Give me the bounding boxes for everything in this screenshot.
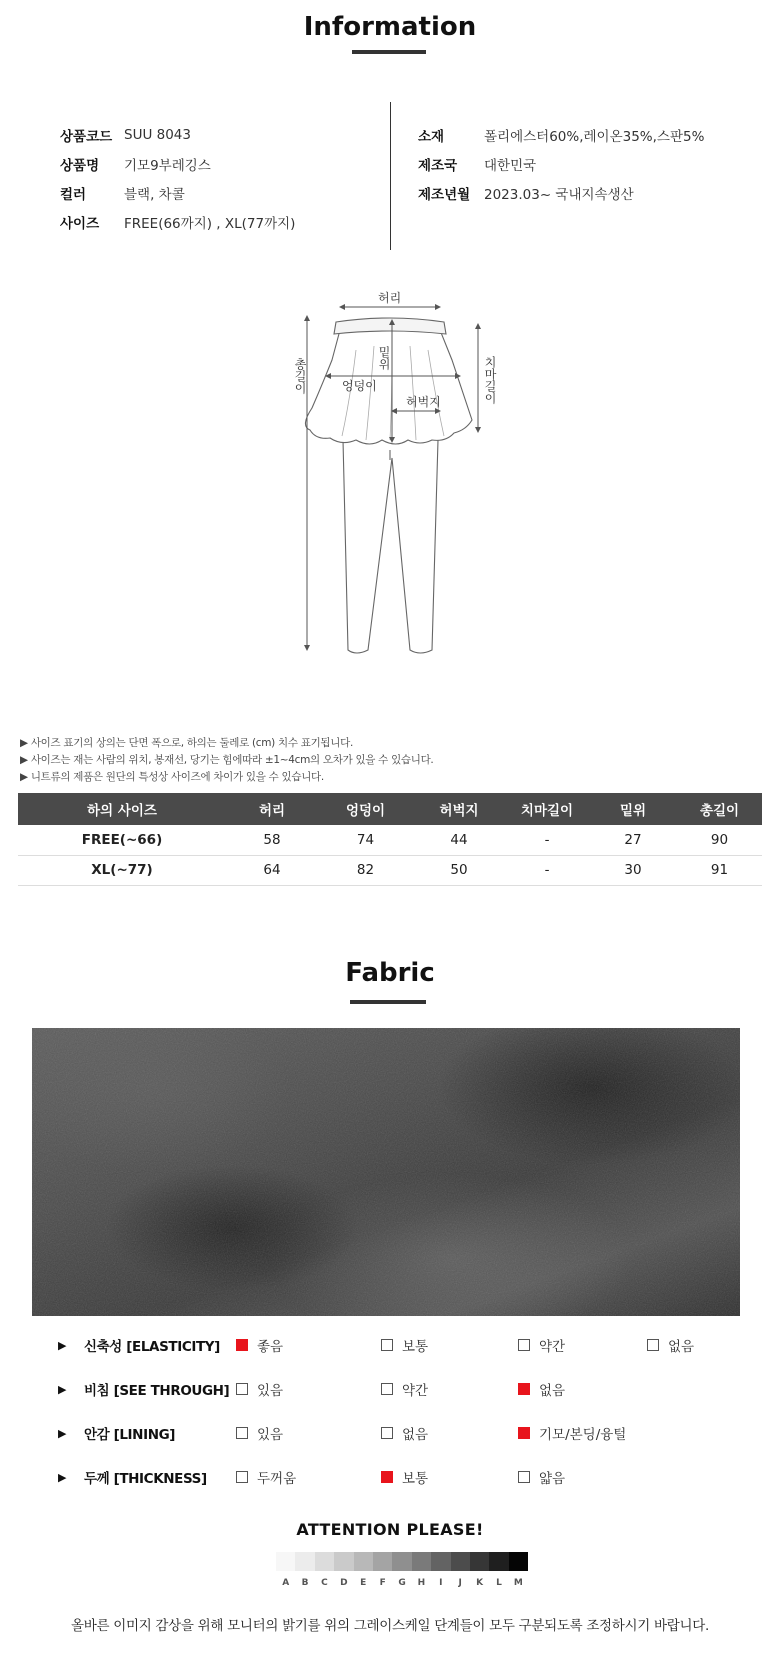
option-thickness-normal [381, 1467, 428, 1487]
table-row [18, 855, 762, 885]
info-value: 폴리에스터60%,레이온35%,스판5% [484, 128, 705, 145]
property-label: 비침 [SEE THROUGH] [84, 1383, 230, 1399]
label-rise: 밑위 [377, 346, 391, 370]
grayscale-letter: B [301, 1578, 309, 1588]
grayscale-swatch [373, 1552, 392, 1571]
info-key: 제조국 [418, 157, 458, 174]
info-key: 상품코드 [60, 128, 113, 145]
attention-title: ATTENTION PLEASE! [296, 1520, 484, 1539]
grayscale-swatch [354, 1552, 373, 1571]
option-label: 없음 [668, 1339, 695, 1355]
triangle-right-icon: ▶ [58, 1338, 67, 1352]
table-row [18, 825, 762, 855]
info-left-column [60, 120, 295, 236]
label-hip: 엉덩이 [342, 379, 377, 393]
grayscale-swatch [509, 1552, 528, 1571]
info-value: 기모9부레깅스 [124, 157, 211, 174]
label-skirt-length: 치마길이 [483, 356, 497, 404]
checkbox [518, 1339, 530, 1351]
checkbox [236, 1471, 248, 1483]
option-label: 얇음 [539, 1471, 566, 1487]
table-cell: FREE(~66) [18, 825, 226, 855]
table-cell: 74 [318, 825, 413, 855]
grayscale-letter: A [282, 1578, 290, 1588]
triangle-right-icon: ▶ [58, 1426, 67, 1440]
grayscale-swatch [412, 1552, 431, 1571]
grayscale-swatch [295, 1552, 314, 1571]
checkbox [381, 1471, 393, 1483]
property-label: 두께 [THICKNESS] [84, 1471, 207, 1487]
option-label: 약간 [402, 1383, 429, 1399]
option-elasticity-none [647, 1335, 694, 1355]
size-table-header: 총길이 [677, 793, 762, 825]
grayscale-swatch [451, 1552, 470, 1571]
table-cell: 82 [318, 855, 413, 885]
grayscale-letter: I [439, 1578, 443, 1588]
property-row-thickness [58, 1466, 244, 1488]
option-label: 있음 [257, 1383, 284, 1399]
info-key: 소재 [418, 128, 445, 145]
info-row-product-code [60, 120, 295, 149]
information-title-underline [352, 50, 426, 54]
fabric-title-underline [350, 1000, 426, 1004]
option-label: 없음 [539, 1383, 566, 1399]
option-lining-yes [236, 1423, 283, 1443]
option-lining-no [381, 1423, 428, 1443]
table-cell: - [505, 855, 589, 885]
table-cell: - [505, 825, 589, 855]
info-row-country [418, 149, 704, 178]
option-label: 없음 [402, 1427, 429, 1443]
property-label: 신축성 [ELASTICITY] [84, 1339, 220, 1355]
label-total-length: 총길이 [293, 358, 307, 394]
note-line: ▶ 니트류의 제품은 원단의 특성상 사이즈에 차이가 있을 수 있습니다. [20, 771, 324, 783]
option-see-through-slight [381, 1379, 428, 1399]
grayscale-swatch [470, 1552, 489, 1571]
grayscale-letter: M [513, 1578, 523, 1588]
triangle-right-icon: ▶ [58, 1470, 67, 1484]
info-divider [390, 102, 391, 250]
info-row-manufacture-date [418, 178, 704, 207]
size-table [18, 793, 762, 886]
grayscale-letter: J [458, 1578, 462, 1588]
info-row-product-name [60, 149, 295, 178]
grayscale-swatch [489, 1552, 508, 1571]
grayscale-swatch [392, 1552, 411, 1571]
option-label: 좋음 [257, 1339, 284, 1355]
checkbox [236, 1339, 248, 1351]
size-table-header: 엉덩이 [318, 793, 413, 825]
grayscale-swatch [276, 1552, 295, 1571]
checkbox [518, 1383, 530, 1395]
grayscale-strip [276, 1552, 528, 1571]
grayscale-letter: H [417, 1578, 426, 1588]
table-cell: XL(~77) [18, 855, 226, 885]
info-row-size [60, 207, 295, 236]
table-cell: 44 [413, 825, 505, 855]
information-title: Information [303, 12, 477, 42]
info-key: 상품명 [60, 157, 100, 174]
option-label: 약간 [539, 1339, 566, 1355]
option-thickness-thin [518, 1467, 565, 1487]
info-row-material [418, 120, 704, 149]
info-value: 2023.03~ 국내지속생산 [484, 186, 634, 203]
table-cell: 64 [226, 855, 318, 885]
size-table-header: 허벅지 [413, 793, 505, 825]
info-value: 대한민국 [484, 157, 537, 174]
grayscale-letter: C [321, 1578, 328, 1588]
checkbox [647, 1339, 659, 1351]
grayscale-swatch [334, 1552, 353, 1571]
table-cell: 30 [589, 855, 677, 885]
option-label: 기모/본딩/융털 [539, 1427, 627, 1443]
grayscale-letter: L [496, 1578, 502, 1588]
note-line: ▶ 사이즈 표기의 상의는 단면 폭으로, 하의는 둘레로 (cm) 치수 표기됩니다. [20, 737, 353, 749]
table-cell: 91 [677, 855, 762, 885]
triangle-right-icon: ▶ [58, 1382, 67, 1396]
table-cell: 50 [413, 855, 505, 885]
fabric-texture-noise [32, 1028, 740, 1316]
option-see-through-yes [236, 1379, 283, 1399]
checkbox [518, 1427, 530, 1439]
grayscale-letter: D [340, 1578, 348, 1588]
checkbox [381, 1427, 393, 1439]
info-key: 사이즈 [60, 215, 100, 232]
label-thigh: 허벅지 [406, 395, 441, 409]
size-table-header: 하의 사이즈 [18, 793, 226, 825]
fabric-texture-photo [32, 1028, 740, 1316]
option-thickness-thick [236, 1467, 296, 1487]
option-elasticity-slight [518, 1335, 565, 1355]
checkbox [381, 1383, 393, 1395]
checkbox [518, 1471, 530, 1483]
option-elasticity-normal [381, 1335, 428, 1355]
option-see-through-none [518, 1379, 565, 1399]
grayscale-letter: E [360, 1578, 367, 1588]
checkbox [381, 1339, 393, 1351]
size-table-header: 밑위 [589, 793, 677, 825]
checkbox [236, 1383, 248, 1395]
table-cell: 90 [677, 825, 762, 855]
size-notes [20, 735, 433, 786]
option-label: 두꺼움 [257, 1471, 297, 1487]
info-value: 블랙, 차콜 [124, 186, 185, 203]
info-right-column [418, 120, 704, 207]
fabric-title: Fabric [345, 958, 435, 988]
info-value: FREE(66까지) , XL(77까지) [124, 215, 296, 232]
option-lining-brushed [518, 1423, 626, 1443]
info-row-color [60, 178, 295, 207]
info-value: SUU 8043 [124, 126, 191, 143]
size-table-header: 허리 [226, 793, 318, 825]
grayscale-letter: F [379, 1578, 386, 1588]
size-table-header-row [18, 793, 762, 825]
grayscale-letter: G [398, 1578, 406, 1588]
grayscale-swatch [315, 1552, 334, 1571]
garment-size-diagram [0, 290, 780, 670]
grayscale-letter: K [476, 1578, 484, 1588]
info-key: 제조년월 [418, 186, 471, 203]
option-label: 있음 [257, 1427, 284, 1443]
grayscale-letters [276, 1578, 528, 1588]
option-elasticity-good [236, 1335, 283, 1355]
table-cell: 27 [589, 825, 677, 855]
note-line: ▶ 사이즈는 재는 사람의 위치, 봉재선, 당기는 힘에따라 ±1~4cm의 오차가 있을 수 있습니다. [20, 754, 434, 766]
option-label: 보통 [402, 1471, 429, 1487]
option-label: 보통 [402, 1339, 429, 1355]
grayscale-swatch [431, 1552, 450, 1571]
label-waist: 허리 [378, 291, 402, 305]
property-label: 안감 [LINING] [84, 1427, 176, 1443]
property-row-elasticity [58, 1334, 244, 1356]
info-key: 컬러 [60, 186, 87, 203]
property-row-see-through [58, 1378, 244, 1400]
property-row-lining [58, 1422, 244, 1444]
monitor-brightness-note: 올바른 이미지 감상을 위해 모니터의 밝기를 위의 그레이스케일 단계들이 모두 구분되도록 조정하시기 바랍니다. [71, 1618, 709, 1634]
checkbox [236, 1427, 248, 1439]
size-table-header: 치마길이 [505, 793, 589, 825]
table-cell: 58 [226, 825, 318, 855]
